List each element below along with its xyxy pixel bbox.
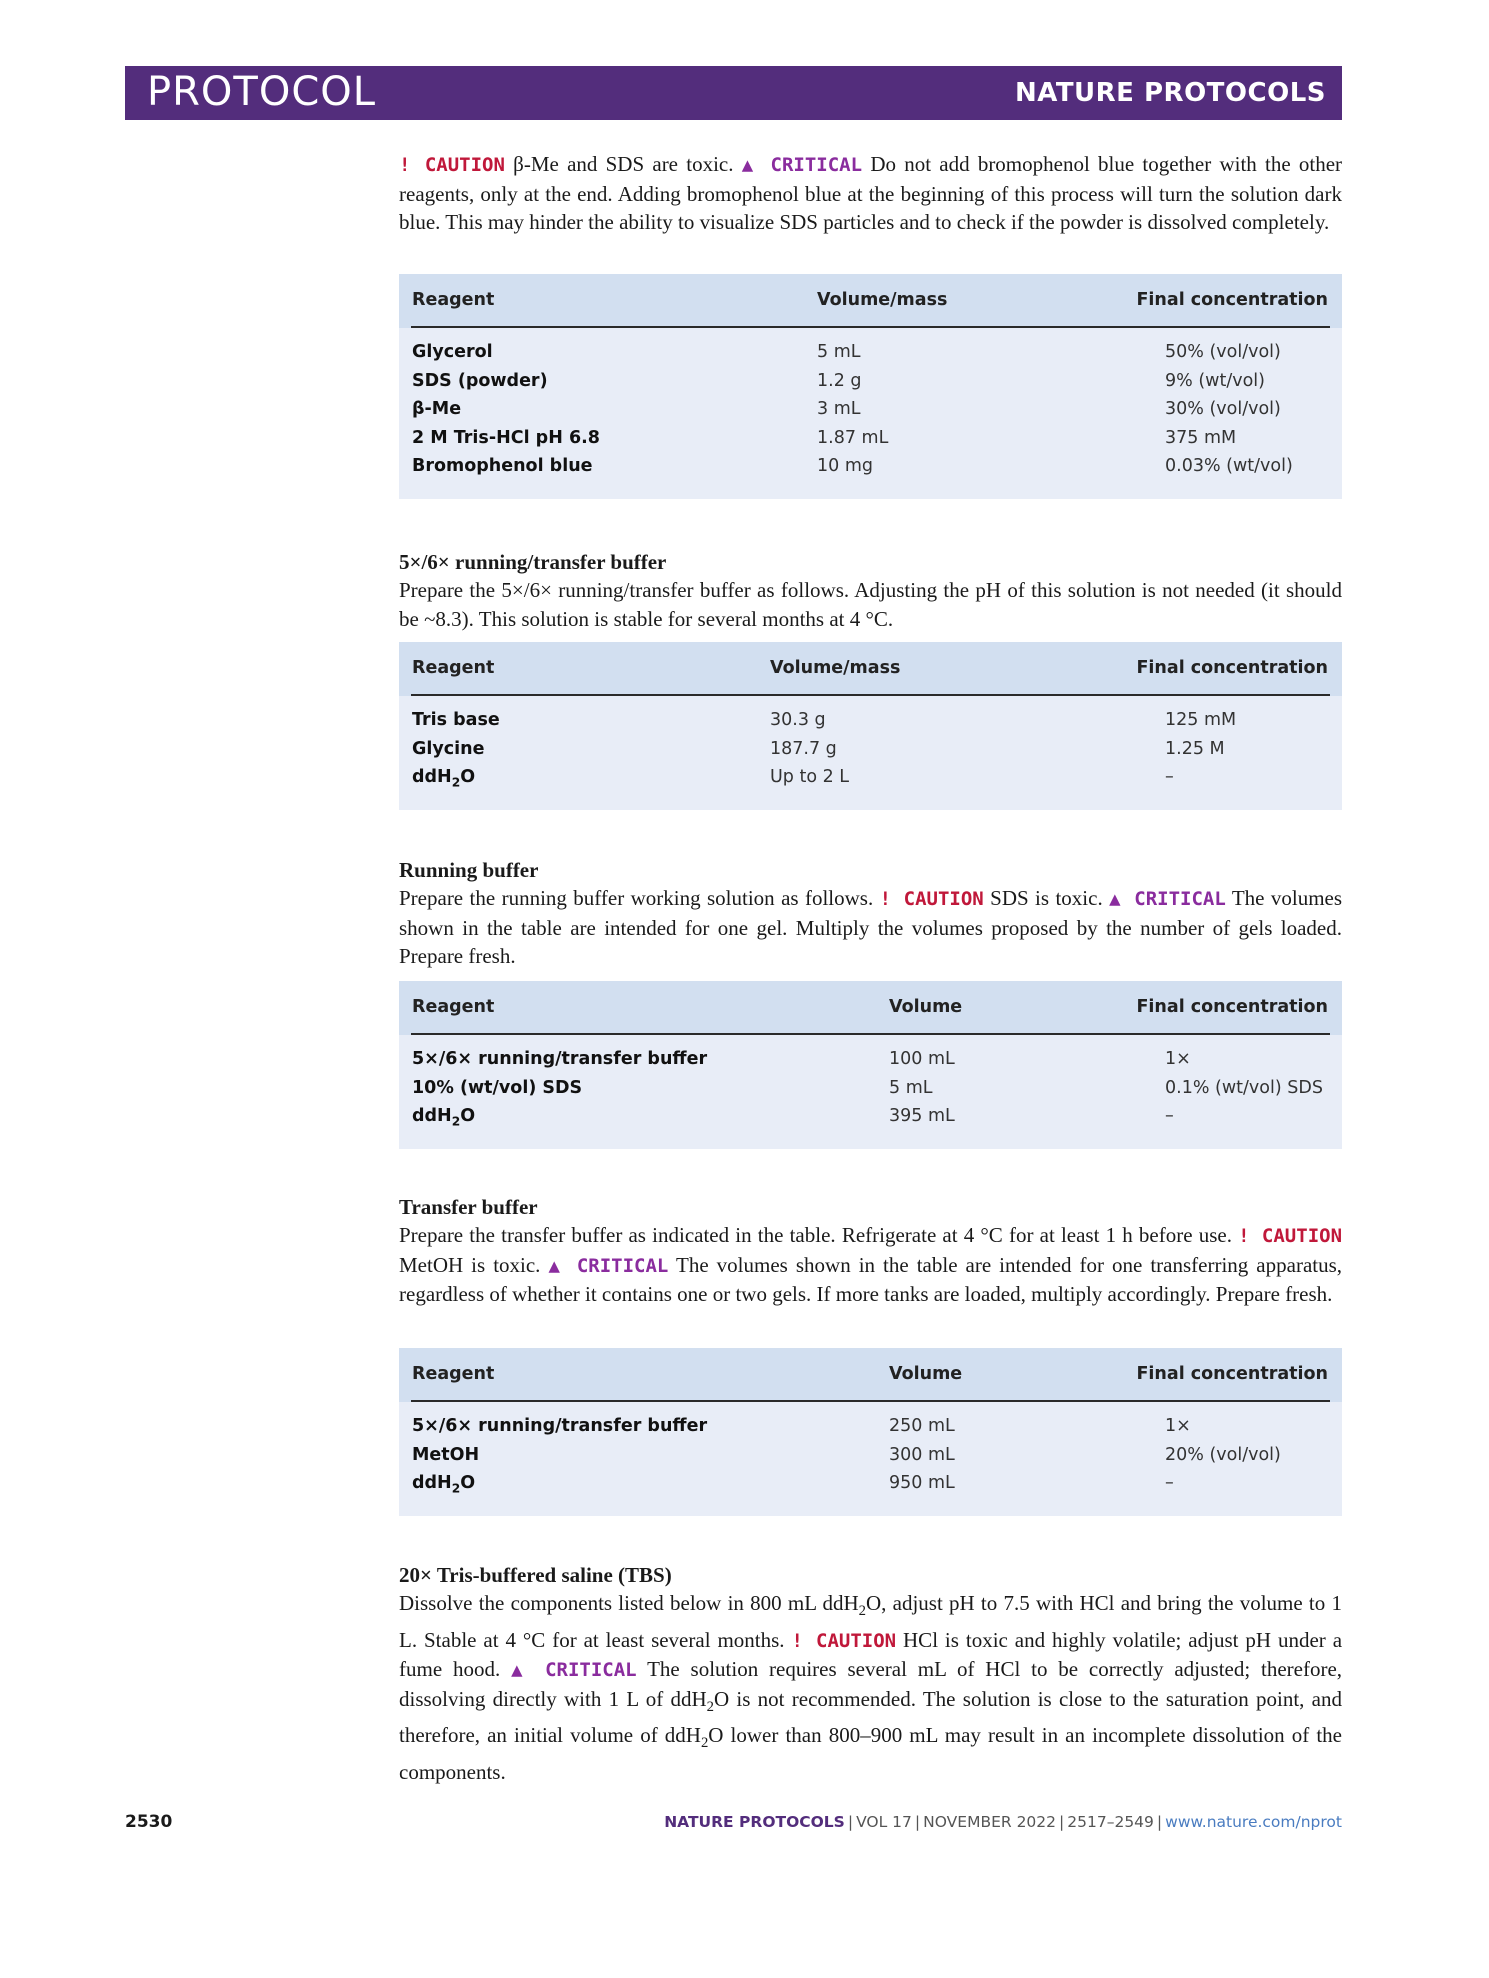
column-header-concentration: Final concentration	[1136, 997, 1328, 1017]
column-header-reagent: Reagent	[412, 997, 495, 1017]
concentration-cell: –	[1165, 767, 1174, 787]
column-header-volume: Volume	[889, 997, 963, 1017]
intro-paragraph	[399, 150, 1342, 237]
table-running-buffer	[399, 981, 1342, 1149]
critical-label: ▲ CRITICAL	[511, 1659, 637, 1682]
amount-cell: 395 mL	[889, 1106, 955, 1126]
concentration-cell: 1×	[1165, 1049, 1191, 1069]
concentration-cell: 1.25 M	[1165, 738, 1225, 759]
caution-text: HCl is toxic and highly volatile; adjust pH under a fume hood.	[399, 1627, 1343, 1682]
reagent-cell: 5×/6× running/transfer buffer	[412, 1416, 708, 1436]
column-header-volume: Volume/mass	[770, 658, 901, 678]
column-header-concentration: Final concentration	[1136, 290, 1328, 310]
table-row	[399, 763, 1342, 792]
footer-journal: NATURE PROTOCOLS	[664, 1813, 845, 1831]
journal-name: NATURE PROTOCOLS	[1014, 78, 1326, 108]
caution-text: β-Me and SDS are toxic.	[513, 152, 734, 176]
reagent-cell: 5×/6× running/transfer buffer	[412, 1049, 708, 1069]
table-sample-buffer	[399, 274, 1342, 499]
amount-cell: 1.87 mL	[817, 427, 889, 448]
reagent-cell: 10% (wt/vol) SDS	[412, 1077, 583, 1098]
section-transfer-buffer	[399, 1193, 1342, 1309]
caution-text: MetOH is toxic.	[399, 1252, 541, 1277]
table-row	[399, 1469, 1342, 1498]
section-text: Prepare the running buffer working solution as follows.	[399, 886, 874, 910]
table-row	[399, 367, 1342, 396]
amount-cell: 30.3 g	[770, 710, 826, 730]
concentration-cell: 0.1% (wt/vol) SDS	[1165, 1077, 1323, 1098]
amount-cell: 250 mL	[889, 1416, 955, 1436]
concentration-cell: 375 mM	[1165, 427, 1237, 448]
column-header-volume: Volume/mass	[817, 290, 948, 310]
table-row	[399, 1441, 1342, 1470]
amount-cell: Up to 2 L	[770, 767, 850, 787]
table-row	[399, 706, 1342, 735]
section-text: Dissolve the components listed below in 800 mL ddH$_2$O, adjust pH to 7.5 with HCl and bring the volume to 1 L. Stable at 4 °C for at least several months.	[399, 1591, 1342, 1652]
page-header	[125, 66, 1342, 120]
concentration-cell: –	[1165, 1473, 1174, 1493]
column-header-volume: Volume	[889, 1364, 963, 1384]
section-tbs	[399, 1561, 1342, 1787]
column-header-concentration: Final concentration	[1136, 658, 1328, 678]
section-label: PROTOCOL	[147, 69, 377, 115]
section-title: Running buffer	[399, 858, 539, 882]
table-row	[399, 1102, 1342, 1131]
amount-cell: 5 mL	[889, 1077, 933, 1098]
amount-cell: 300 mL	[889, 1444, 955, 1465]
table-transfer-buffer	[399, 1348, 1342, 1516]
concentration-cell: 0.03% (wt/vol)	[1165, 456, 1293, 476]
caution-text: SDS is toxic.	[990, 886, 1103, 910]
table-row	[399, 1045, 1342, 1074]
critical-label: ▲ CRITICAL	[1109, 888, 1226, 910]
critical-text: The volumes shown in the table are intended for one gel. Multiply the volumes proposed by the number of gels loaded. Prepare fresh.	[399, 886, 1343, 968]
concentration-cell: 9% (wt/vol)	[1165, 370, 1265, 391]
amount-cell: 950 mL	[889, 1473, 955, 1493]
table-row	[399, 395, 1342, 424]
critical-text: Do not add bromophenol blue together with the other reagents, only at the end. Adding bromophenol blue at the beginning of this process will turn the solution dark blue. This may hinder the ability to visualize SDS particles and to check if the powder is dissolved completely.	[399, 152, 1343, 234]
amount-cell: 100 mL	[889, 1049, 955, 1069]
reagent-cell: Bromophenol blue	[412, 456, 593, 476]
table-running-transfer-buffer	[399, 642, 1342, 810]
concentration-cell: 1×	[1165, 1416, 1191, 1436]
reagent-cell: SDS (powder)	[412, 370, 548, 391]
concentration-cell: 50% (vol/vol)	[1165, 342, 1281, 362]
table-row	[399, 424, 1342, 453]
table-row	[399, 1074, 1342, 1103]
amount-cell: 10 mg	[817, 456, 873, 476]
concentration-cell: 125 mM	[1165, 710, 1237, 730]
section-text: Prepare the 5×/6× running/transfer buffer as follows. Adjusting the pH of this solution is not needed (it should be ~8.3). This solution is stable for several months at 4 °C.	[399, 578, 1342, 631]
reagent-cell: Glycerol	[412, 342, 493, 362]
concentration-cell: 20% (vol/vol)	[1165, 1444, 1281, 1465]
critical-text: The volumes shown in the table are intended for one transferring apparatus, regardless of whether it contains one or two gels. If more tanks are loaded, multiply accordingly. Prepare fresh.	[399, 1252, 1343, 1306]
table-row	[399, 338, 1342, 367]
section-text: Prepare the transfer buffer as indicated in the table. Refrigerate at 4 °C for at least 1 h before use.	[399, 1223, 1232, 1247]
section-title: 20× Tris-buffered saline (TBS)	[399, 1563, 672, 1587]
footer-date: NOVEMBER 2022	[923, 1813, 1057, 1831]
reagent-cell: ddH$_2$O	[412, 1473, 476, 1496]
column-header-reagent: Reagent	[412, 1364, 495, 1384]
reagent-cell: β-Me	[412, 399, 462, 419]
table-row	[399, 1412, 1342, 1441]
reagent-cell: ddH$_2$O	[412, 767, 476, 790]
amount-cell: 1.2 g	[817, 370, 862, 391]
section-title: 5×/6× running/transfer buffer	[399, 550, 667, 574]
table-header	[399, 642, 1342, 696]
table-header	[399, 981, 1342, 1035]
critical-label: ▲ CRITICAL	[548, 1254, 669, 1277]
column-header-reagent: Reagent	[412, 290, 495, 310]
reagent-cell: 2 M Tris-HCl pH 6.8	[412, 427, 600, 448]
footer-pages: 2517–2549	[1067, 1813, 1154, 1831]
caution-label: ! CAUTION	[879, 888, 984, 910]
table-header	[399, 274, 1342, 328]
concentration-cell: 30% (vol/vol)	[1165, 399, 1281, 419]
column-header-reagent: Reagent	[412, 658, 495, 678]
section-running-buffer	[399, 856, 1342, 971]
caution-label: ! CAUTION	[1238, 1225, 1343, 1247]
reagent-cell: Glycine	[412, 738, 485, 759]
amount-cell: 3 mL	[817, 399, 861, 419]
caution-label: ! CAUTION	[791, 1629, 897, 1652]
amount-cell: 187.7 g	[770, 738, 837, 759]
table-header	[399, 1348, 1342, 1402]
table-row	[399, 452, 1342, 481]
section-title: Transfer buffer	[399, 1195, 538, 1219]
caution-label: ! CAUTION	[399, 154, 505, 176]
critical-label: ▲ CRITICAL	[741, 154, 863, 176]
reagent-cell: Tris base	[412, 710, 500, 730]
footer-citation: NATURE PROTOCOLS | VOL 17 | NOVEMBER 2022 | 2517–2549 | www.nature.com/nprot	[664, 1813, 1342, 1831]
section-running-transfer-buffer	[399, 548, 1342, 633]
footer-volume: VOL 17	[856, 1813, 912, 1831]
column-header-concentration: Final concentration	[1136, 1364, 1328, 1384]
concentration-cell: –	[1165, 1106, 1174, 1126]
page-number: 2530	[125, 1812, 173, 1832]
amount-cell: 5 mL	[817, 342, 861, 362]
reagent-cell: MetOH	[412, 1444, 480, 1465]
table-row	[399, 735, 1342, 764]
reagent-cell: ddH$_2$O	[412, 1106, 476, 1129]
footer-url[interactable]: www.nature.com/nprot	[1165, 1813, 1342, 1831]
critical-text: The solution requires several mL of HCl to be correctly adjusted; therefore, dissolving directly with 1 L of ddH$_2$O is not recommended. The solution is close to the saturation point, and therefore, an initial volume of ddH$_2$O lower than 800–900 mL may result in an incomplete dissolution of the components.	[399, 1657, 1343, 1785]
